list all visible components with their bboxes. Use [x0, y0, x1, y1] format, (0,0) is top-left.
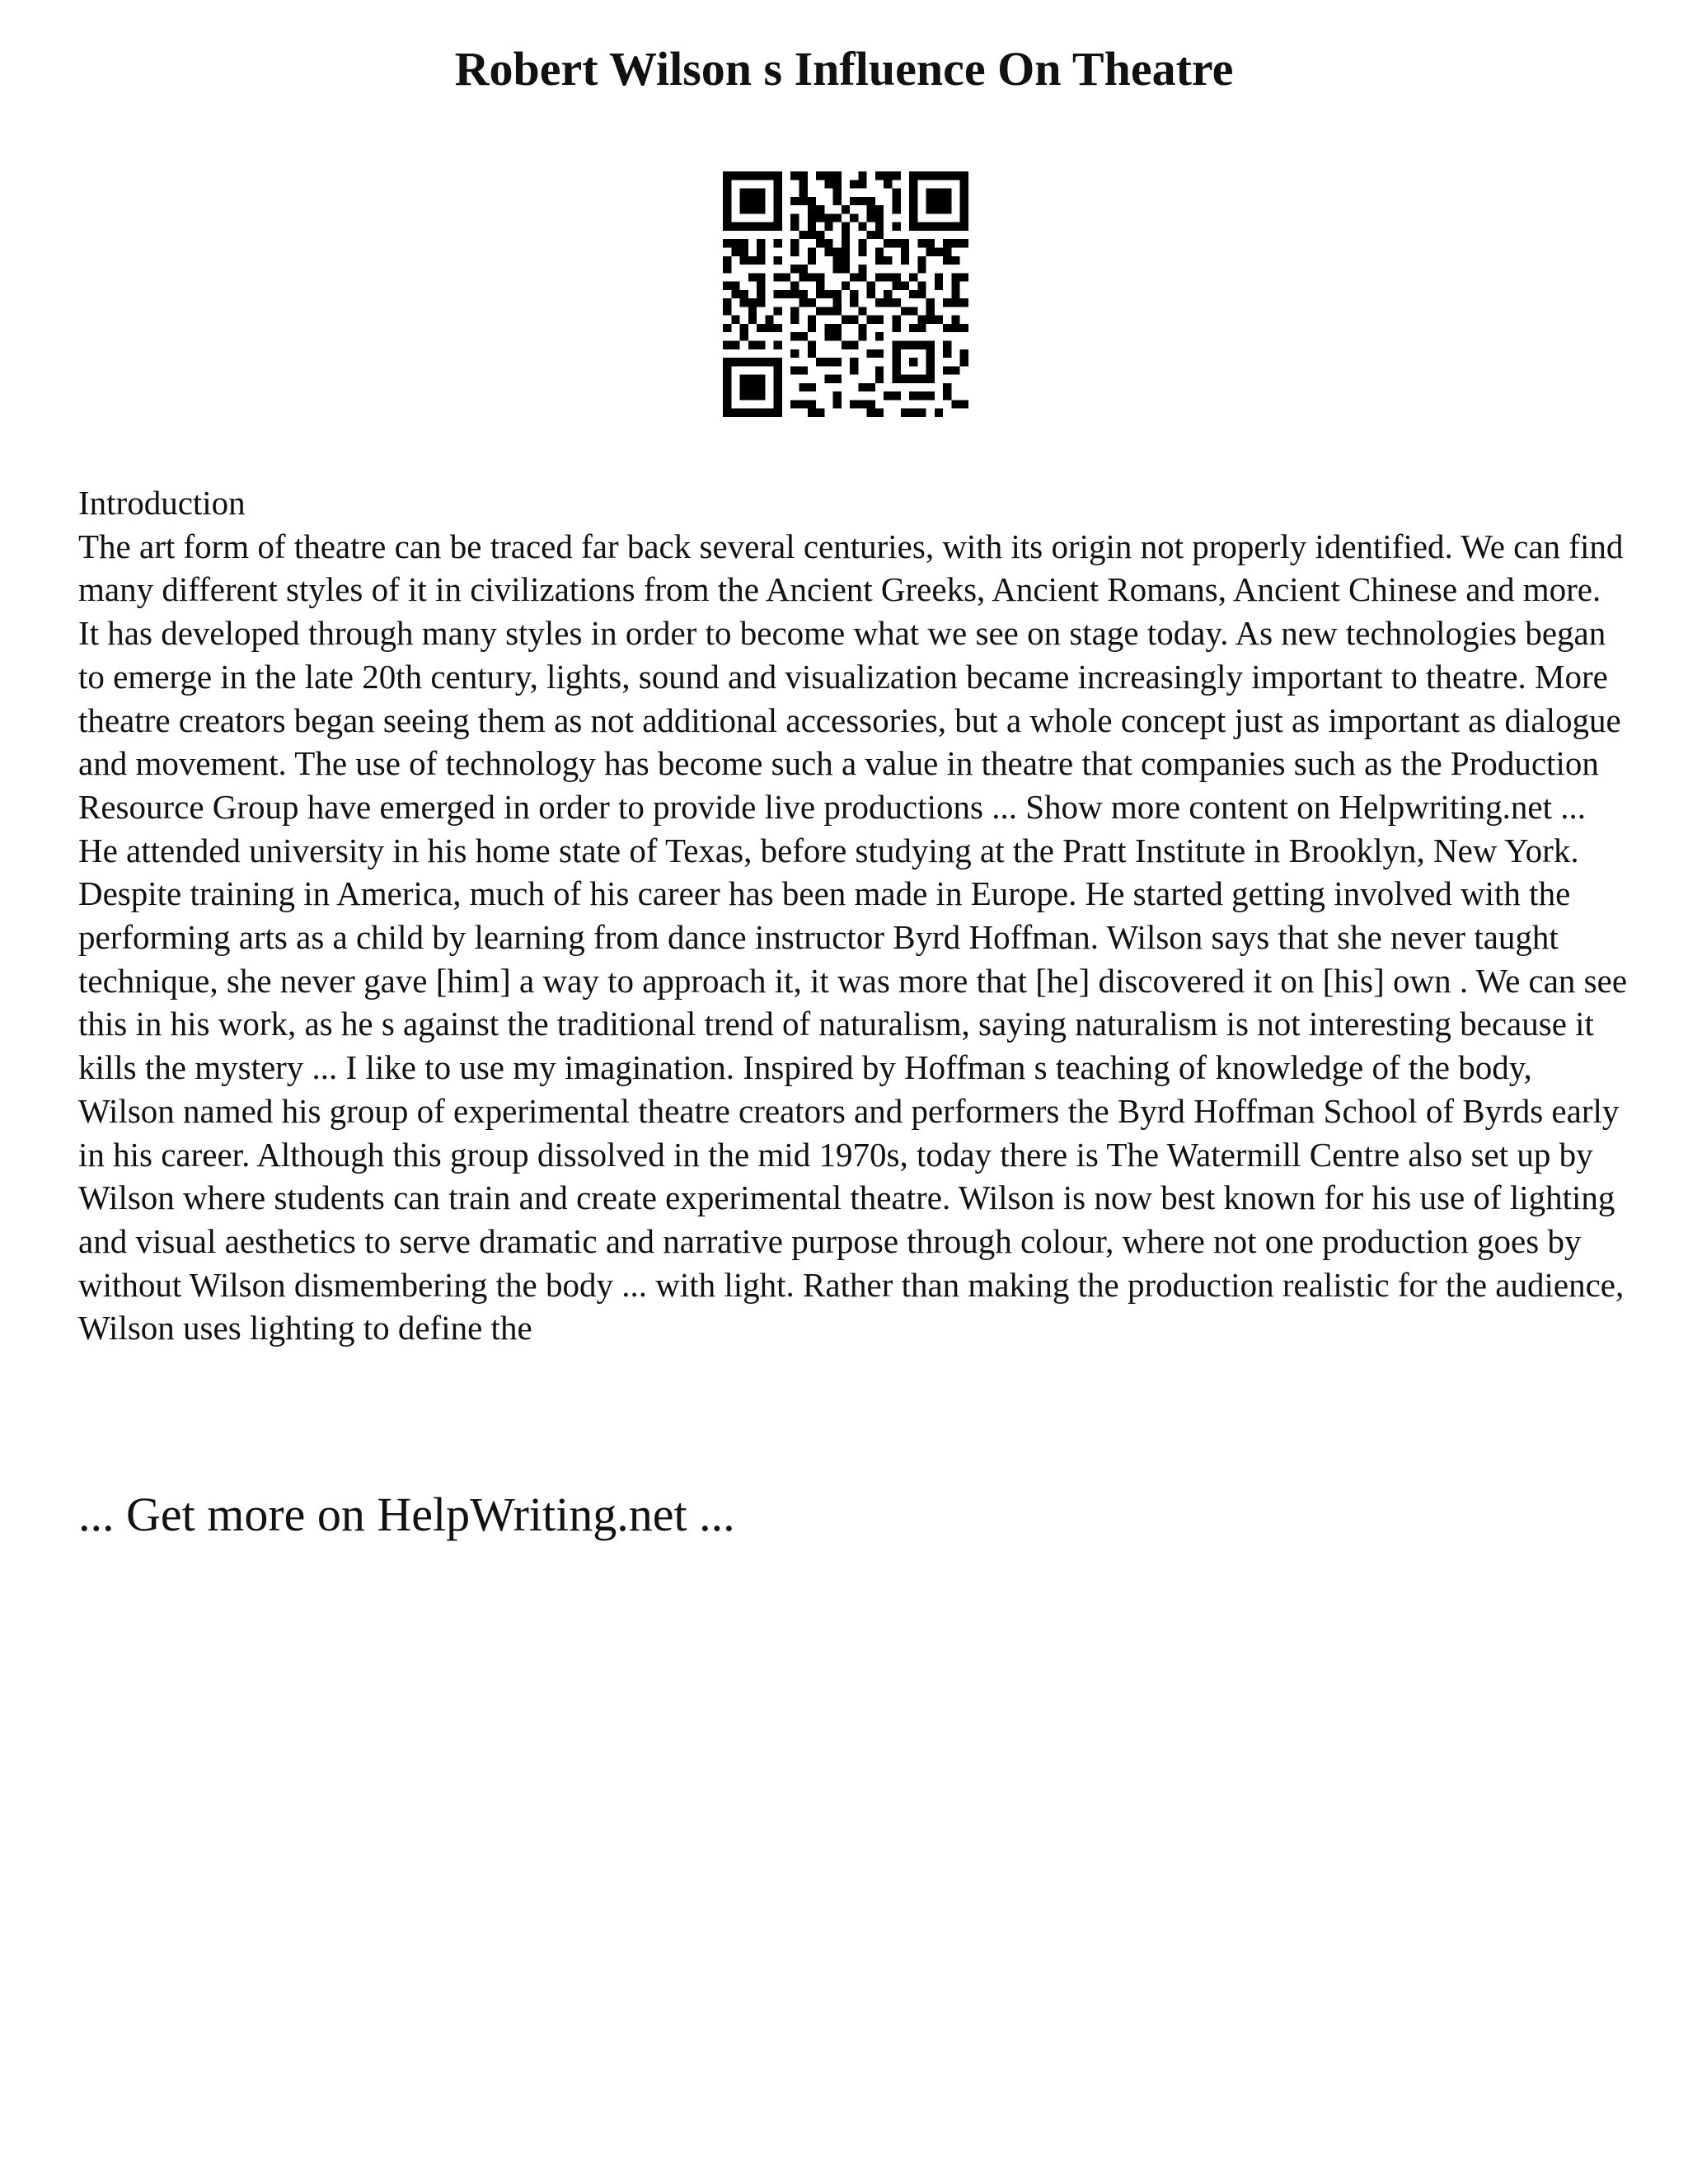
document-title: Robert Wilson s Influence On Theatre — [454, 42, 1234, 96]
section-heading: Introduction — [78, 484, 246, 522]
paragraph-2: He attended university in his home state of Texas, before studying at the Pratt Institute in Brooklyn, New York. Despite training in America, much of his career has been made in Europe. He started getting involved with the performing arts as a child by learning from dance instructor Byrd Hoffman. Wilson says that she never taught technique, she never gave [him] a way to approach it, it was more that [he] discovered it on [his] own . We can see this in his work, as he s against the traditional trend of naturalism, saying naturalism is not interesting because it kills the mystery ... I like to use my imagination. Inspired by Hoffman s teaching of knowledge of the body, Wilson named his group of experimental theatre creators and performers the Byrd Hoffman School of Byrds early in his career. Although this group dissolved in the mid 1970s, today there is The Watermill Centre also set up by Wilson where students can train and create experimental theatre. Wilson is now best known for his use of lighting and visual aesthetics to serve dramatic and narrative purpose through colour, where not one production goes by without Wilson dismembering the body ... with light. Rather than making the production realistic for the audience, Wilson uses lighting to define the — [78, 831, 1628, 1347]
paragraph-1: The art form of theatre can be traced far back several centuries, with its origin not properly identified. We can find many different styles of it in civilizations from the Ancient Greeks, Ancient Romans, Ancient Chinese and more. It has developed through many styles in order to become what we see on stage today. As new technologies began to emerge in the late 20th century, lights, sound and visualization became increasingly important to theatre. More theatre creators began seeing them as not additional accessories, but a whole concept just as important as dialogue and movement. The use of technology has become such a value in theatre that companies such as the Production Resource Group have emerged in order to provide live productions ... Show more content on Helpwriting.net ... — [78, 527, 1624, 826]
document-body — [78, 481, 1628, 1350]
get-more-link[interactable]: ... Get more on HelpWriting.net ... — [78, 1488, 735, 1541]
qr-code-icon — [723, 171, 968, 417]
